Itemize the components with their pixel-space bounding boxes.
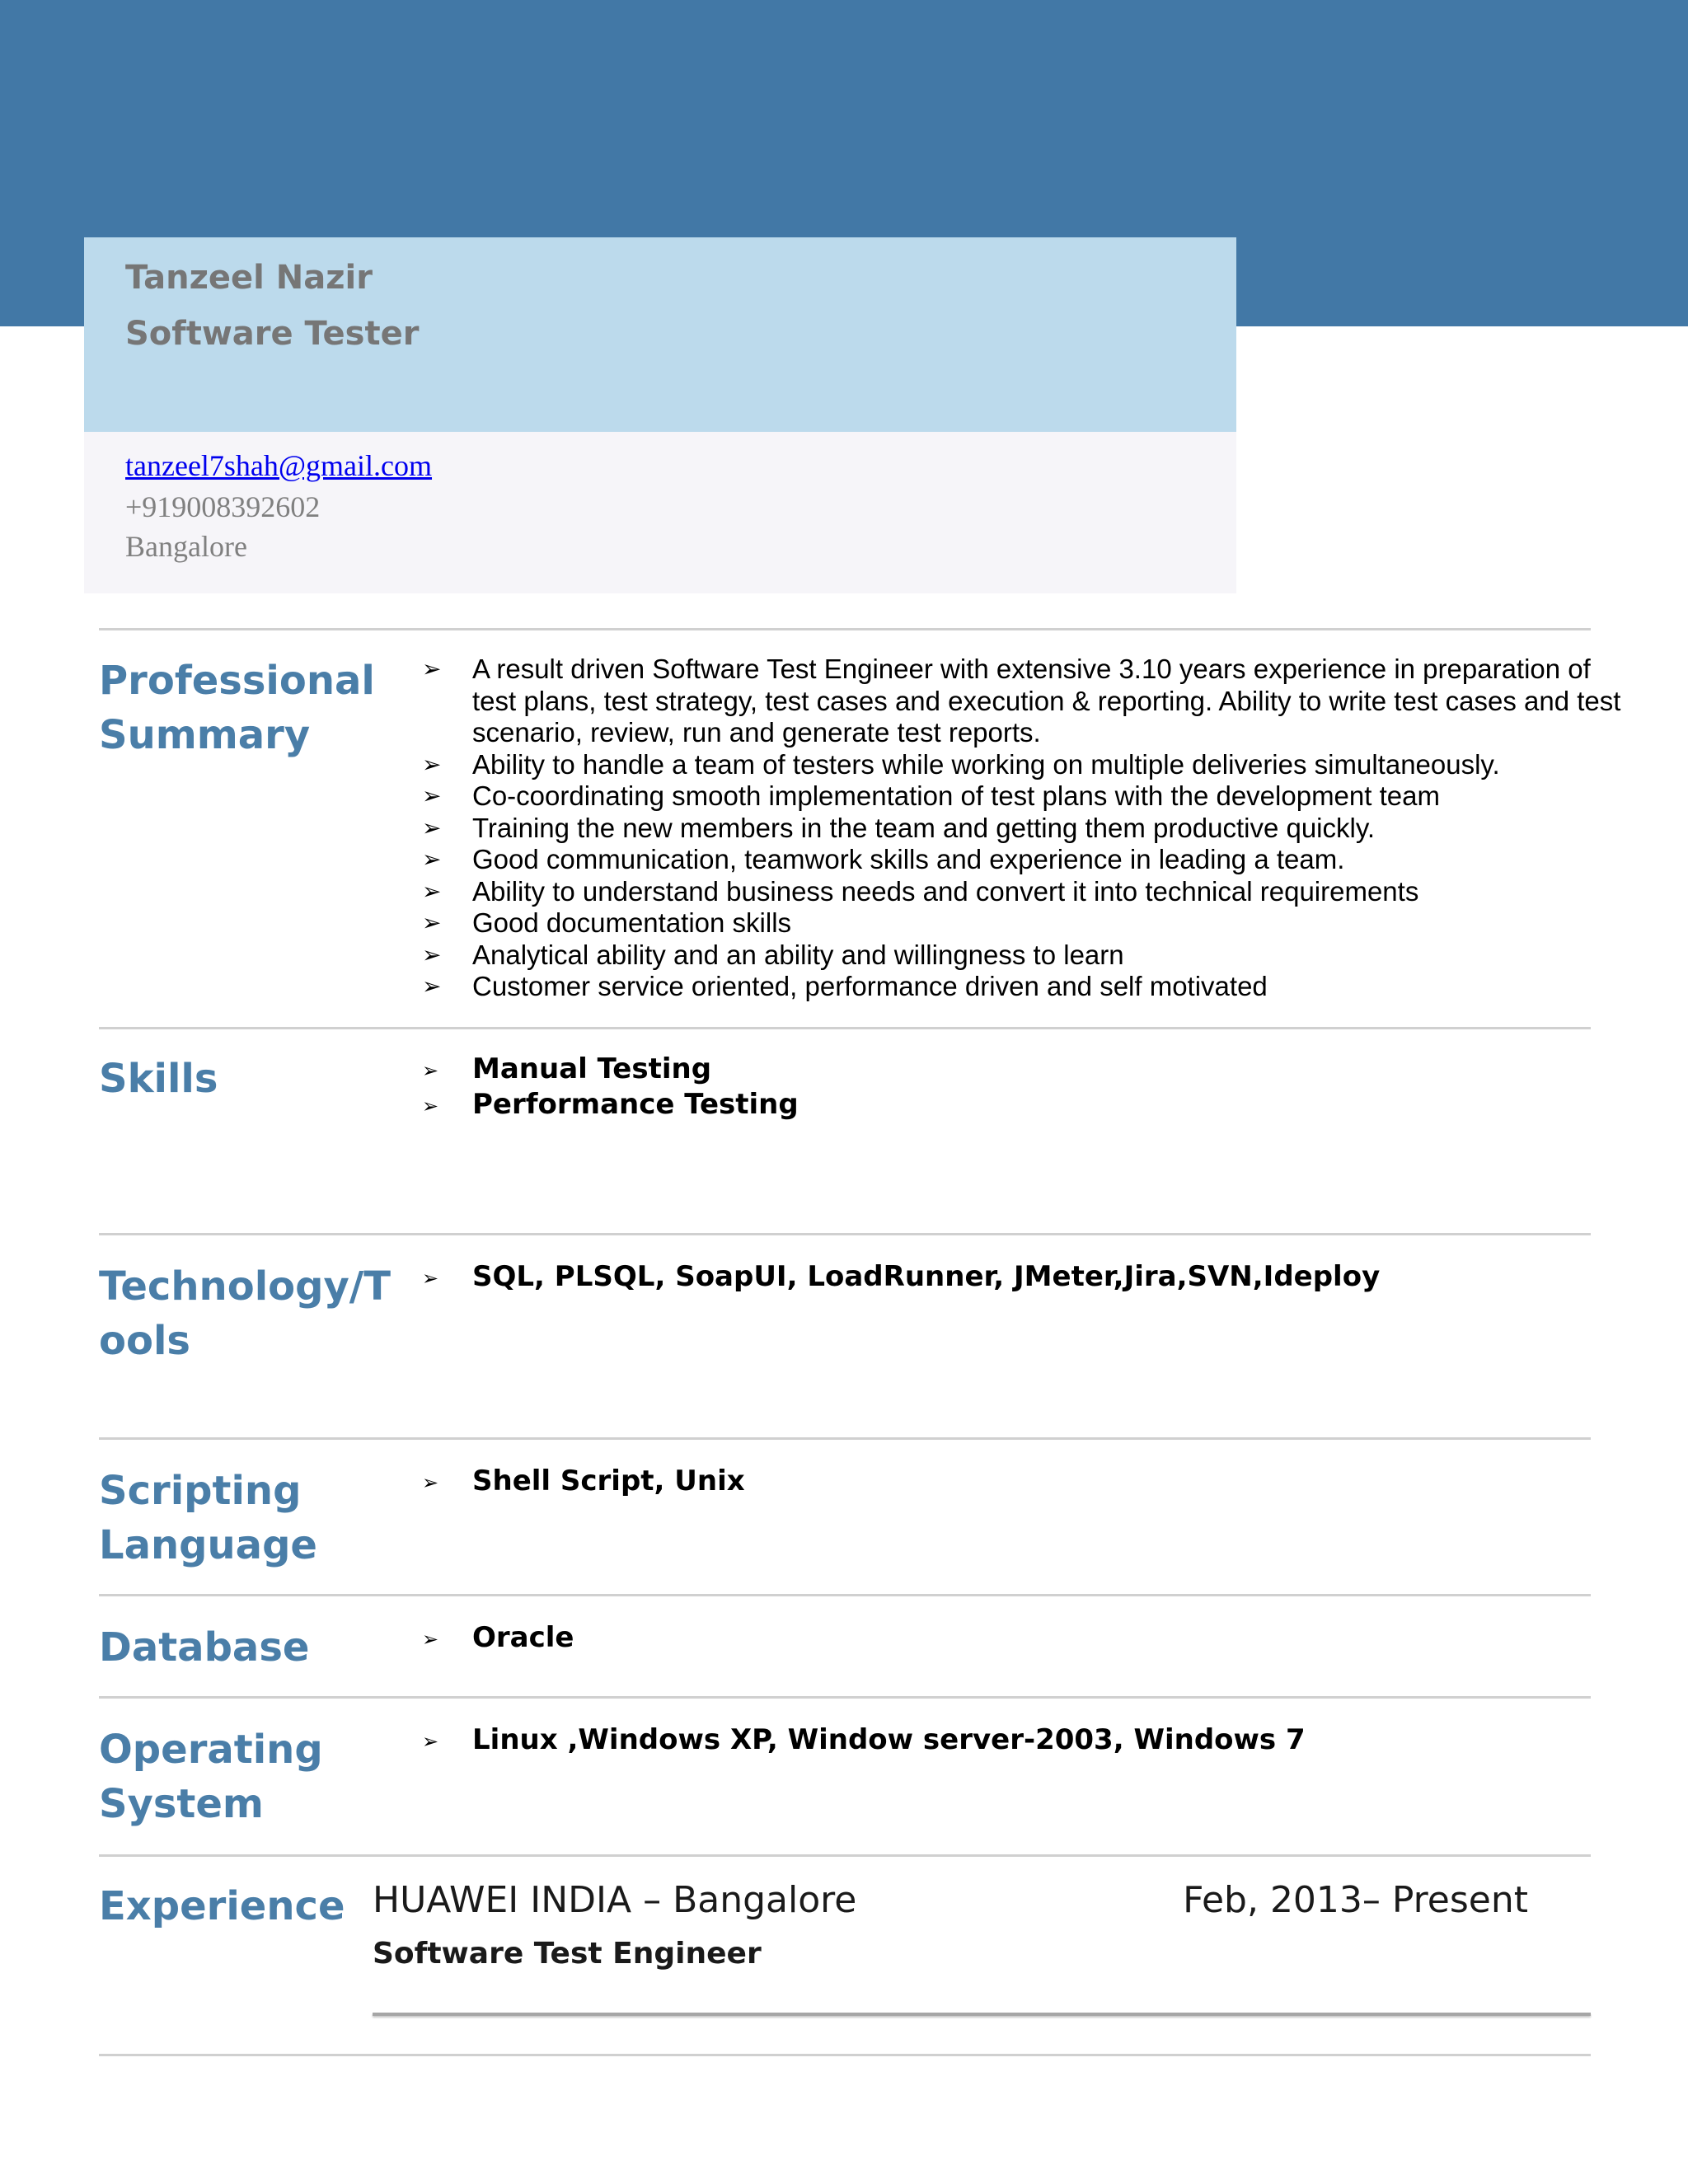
- summary-list: [419, 654, 1634, 1003]
- skills-list: [419, 1052, 799, 1122]
- job-role: Software Test Engineer: [373, 1937, 762, 1971]
- arrow-bullet-icon: ➢: [422, 814, 442, 841]
- arrow-bullet-icon: ➢: [422, 1471, 439, 1494]
- os-list: [419, 1722, 1306, 1758]
- list-item: ➢ SQL, PLSQL, SoapUI, LoadRunner, JMeter,Jira,SVN,Ideploy: [419, 1259, 1380, 1295]
- employment-dates: Feb, 2013– Present: [1183, 1879, 1528, 1921]
- skills-heading: Skills: [99, 1056, 218, 1102]
- candidate-title: Software Tester: [125, 315, 420, 353]
- list-item: ➢ Manual Testing: [419, 1052, 799, 1087]
- company-name: HUAWEI INDIA – Bangalore: [373, 1879, 857, 1921]
- section-divider: [99, 1696, 1591, 1699]
- list-item: ➢ Training the new members in the team and getting them productive quickly.: [422, 812, 1376, 843]
- list-item: ➢ Ability to handle a team of testers while working on multiple deliveries simultaneously.: [422, 748, 1500, 780]
- list-item: ➢ Good communication, teamwork skills and experience in leading a team.: [422, 844, 1345, 874]
- technology-heading: Technology/T ools: [99, 1263, 392, 1364]
- database-list: [419, 1620, 574, 1656]
- list-item: ➢ Linux ,Windows XP, Window server-2003, Windows 7: [419, 1722, 1306, 1758]
- section-divider: [99, 1594, 1591, 1596]
- arrow-bullet-icon: ➢: [422, 751, 442, 777]
- list-item: ➢ Analytical ability and an ability and willingness to learn: [422, 939, 1124, 970]
- database-heading: Database: [99, 1624, 310, 1671]
- list-item: ➢ Co-coordinating smooth implementation of test plans with the development team: [422, 780, 1440, 811]
- section-divider: [99, 628, 1591, 630]
- section-divider: [99, 1027, 1591, 1029]
- experience-divider: [373, 2013, 1591, 2016]
- scripting-list: [419, 1464, 745, 1499]
- scripting-heading: Scripting Language: [99, 1468, 317, 1568]
- candidate-name: Tanzeel Nazir: [125, 259, 373, 297]
- section-divider: [99, 1854, 1591, 1857]
- section-divider: [99, 1437, 1591, 1440]
- list-item: ➢ A result driven Software Test Engineer with extensive 3.10 years experience in preparation of test plans, test strategy, test cases and execution & reporting. Ability to write test cases and test scenario, review, run and generate test reports.: [422, 654, 1621, 748]
- technology-list: [419, 1259, 1380, 1295]
- name-card: [84, 237, 1236, 432]
- arrow-bullet-icon: ➢: [422, 1267, 439, 1290]
- location: Bangalore: [125, 530, 247, 563]
- list-item: ➢ Good documentation skills: [422, 907, 792, 938]
- arrow-bullet-icon: ➢: [422, 878, 442, 904]
- list-item: ➢ Shell Script, Unix: [419, 1464, 745, 1499]
- phone-number: +919008392602: [125, 490, 321, 523]
- arrow-bullet-icon: ➢: [422, 1059, 439, 1082]
- email-link[interactable]: tanzeel7shah@gmail.com: [125, 449, 433, 482]
- section-divider: [99, 1233, 1591, 1235]
- arrow-bullet-icon: ➢: [422, 1730, 439, 1753]
- summary-heading: Professional Summary: [99, 658, 375, 758]
- arrow-bullet-icon: ➢: [422, 1628, 439, 1651]
- arrow-bullet-icon: ➢: [422, 941, 442, 968]
- arrow-bullet-icon: ➢: [422, 973, 442, 999]
- section-divider: [99, 2054, 1591, 2056]
- list-item: ➢ Oracle: [419, 1620, 574, 1656]
- arrow-bullet-icon: ➢: [422, 656, 442, 682]
- arrow-bullet-icon: ➢: [422, 1094, 439, 1118]
- list-item: ➢ Performance Testing: [419, 1087, 799, 1122]
- contact-card: [84, 432, 1236, 593]
- arrow-bullet-icon: ➢: [422, 846, 442, 872]
- os-heading: Operating System: [99, 1727, 323, 1827]
- experience-heading: Experience: [99, 1883, 345, 1929]
- list-item: ➢ Ability to understand business needs and convert it into technical requirements: [422, 875, 1419, 907]
- list-item: ➢ Customer service oriented, performance driven and self motivated: [422, 971, 1268, 1001]
- arrow-bullet-icon: ➢: [422, 910, 442, 935]
- arrow-bullet-icon: ➢: [422, 783, 442, 808]
